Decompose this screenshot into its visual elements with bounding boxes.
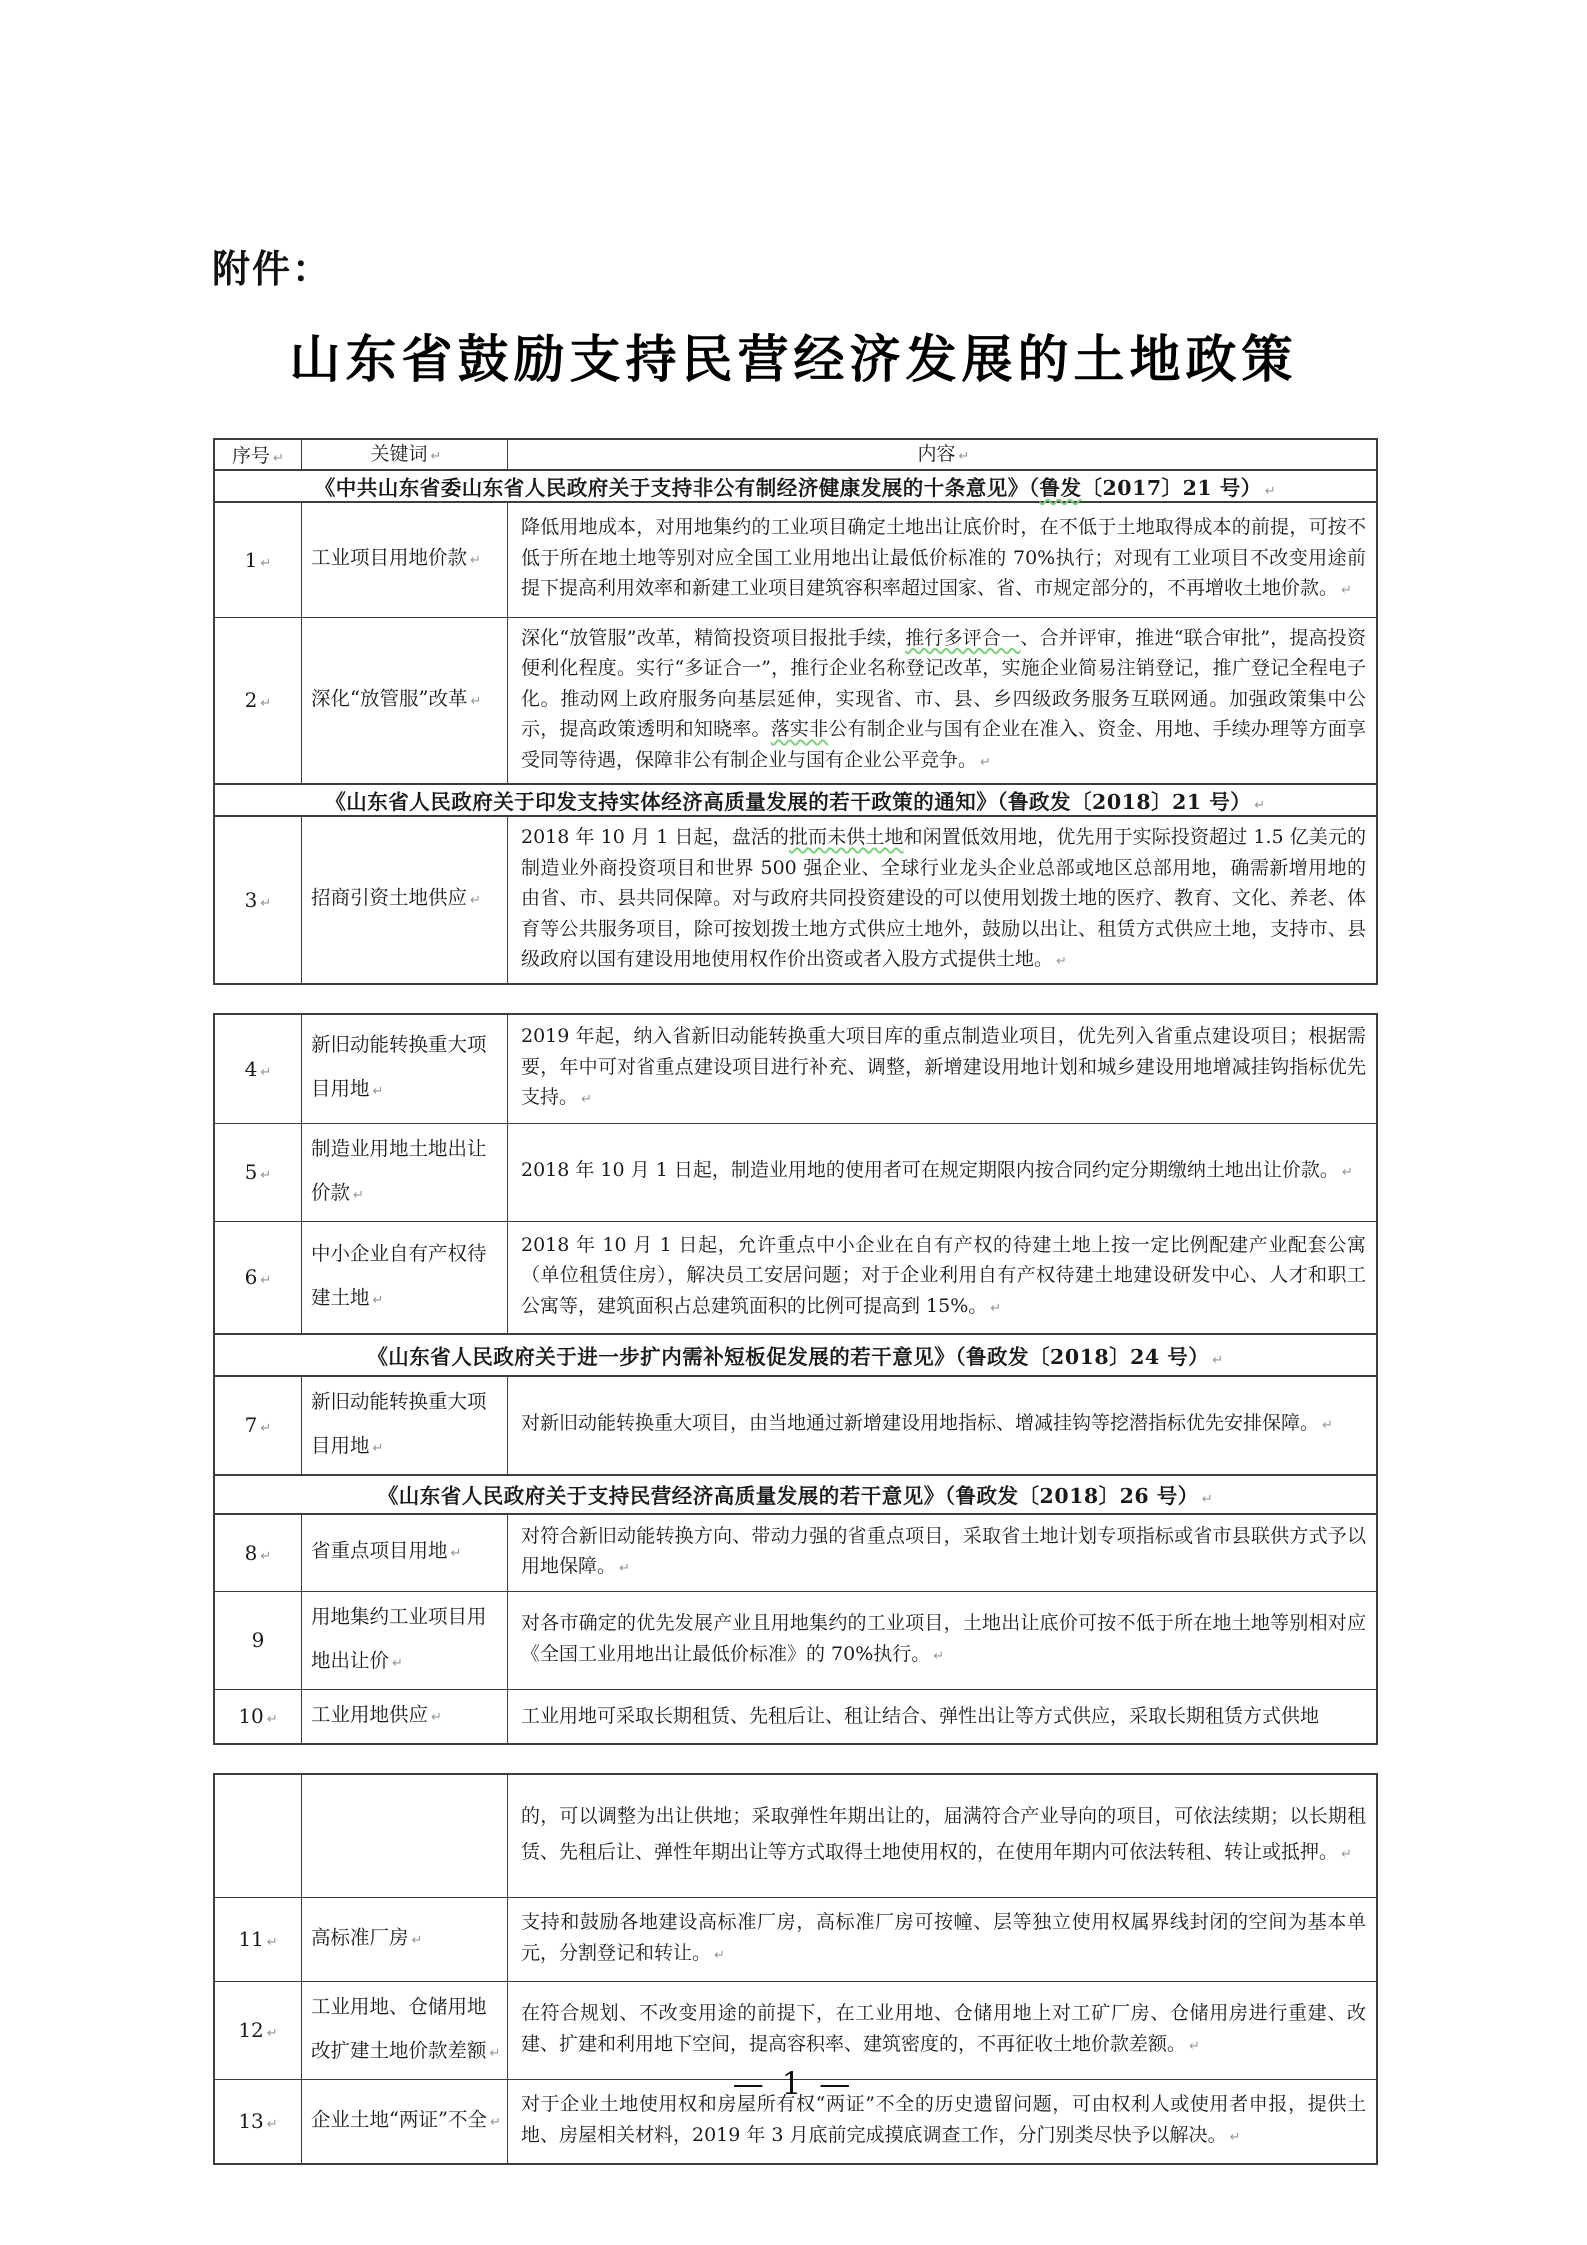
end-of-cell-mark-icon: ↵ [1254, 798, 1266, 814]
row-number-cell [215, 503, 301, 617]
end-of-cell-mark-icon: ↵ [933, 1648, 945, 1664]
grammar-squiggle-text: 鲁发 [1039, 475, 1082, 500]
end-of-cell-mark-icon: ↵ [714, 1947, 725, 1963]
end-of-cell-mark-icon: ↵ [1322, 1418, 1333, 1434]
section-title [215, 1479, 1376, 1509]
text-run: 企业土地“两证”不全 [311, 2107, 487, 2131]
end-of-cell-mark-icon: ↵ [581, 1092, 592, 1108]
content-cell [507, 1515, 1376, 1591]
text-run: 2018 年 10 月 1 日起，制造业用地的使用者可在规定期限内按合同约定分期缴纳土地出让价款。 [521, 1159, 1339, 1182]
table-row [215, 1513, 1376, 1591]
keyword-text [311, 1127, 501, 1218]
table-row [215, 1221, 1376, 1333]
end-of-cell-mark-icon: ↵ [470, 893, 481, 909]
row-number [215, 888, 301, 912]
row-number [215, 1160, 301, 1184]
text-run: 深化“放管服”改革 [311, 686, 468, 710]
table-row [215, 1123, 1376, 1221]
text-run: 新旧动能转换重大项目用地 [311, 1389, 487, 1457]
text-run: 对各市确定的优先发展产业且用地集约的工业项目，土地出让底价可按不低于所在地土地等别相对应《全国工业用地出让最低价标准》的 70%执行。 [521, 1612, 1366, 1665]
content-cell [507, 1592, 1376, 1689]
end-of-cell-mark-icon: ↵ [372, 1292, 384, 1308]
text-run: 和闲置低效用地，优先用于实际投资超过 1.5 亿美元的制造业外商投资项目和世界 500 强企业、全球行业龙头企业总部或地区总部用地，确需新增用地的由省、市、县共同保障。对与政府共同投资建设的可以使用划拨土地的医疗、教育、文化、养老、体育等公共服务项目，除可按划拨土地方式供应土地外，鼓励以出让、租赁方式供应土地，支持市、县级政府以国有建设用地使用权作价出资或者入股方式提供土地。 [521, 826, 1366, 971]
text-run: 的，可以调整为出让供地；采取弹性年期出让的，届满符合产业导向的项目，可依法续期；以长期租赁、先租后让、弹性年期出让等方式取得土地使用权的，在使用年期内可依法转租、转让或抵押。 [521, 1805, 1366, 1864]
policy-table [213, 438, 1378, 2165]
content-cell [507, 817, 1376, 983]
column-header-label [215, 441, 301, 468]
end-of-cell-mark-icon: ↵ [489, 2114, 501, 2130]
row-number [215, 1704, 301, 1728]
keyword-cell [301, 1592, 507, 1689]
section-title-cell [215, 1335, 1376, 1375]
row-number-cell [215, 1015, 301, 1123]
keyword-text [311, 536, 501, 583]
end-of-cell-mark-icon: ↵ [411, 1932, 423, 1948]
content-text [521, 1608, 1366, 1672]
keyword-cell [301, 1982, 507, 2079]
end-of-cell-mark-icon: ↵ [430, 449, 442, 464]
text-run: 工业项目用地价款 [311, 546, 468, 570]
end-of-cell-mark-icon: ↵ [958, 449, 970, 464]
end-of-cell-mark-icon: ↵ [470, 693, 482, 709]
text-run: 公有制企业与国有企业在准入、资金、用地、手续办理等方面享受同等待遇，保障非公有制企业与国有企业公平竞争。 [521, 718, 1366, 771]
end-of-cell-mark-icon: ↵ [990, 1300, 1002, 1316]
table-row [215, 501, 1376, 617]
text-run: 《中共山东省委山东省人民政府关于支持非公有制经济健康发展的十条意见》（ [314, 475, 1040, 500]
content-text [521, 1701, 1366, 1732]
text-run: 11 [238, 1927, 264, 1952]
text-run: 9 [251, 1628, 265, 1653]
text-run: 2018 年 10 月 1 日起，盘活的 [521, 826, 790, 849]
text-run: 工业用地供应 [311, 1702, 429, 1726]
keyword-cell [301, 1124, 507, 1221]
end-of-cell-mark-icon: ↵ [1341, 1847, 1352, 1863]
end-of-cell-mark-icon: ↵ [353, 1187, 364, 1203]
page-title: 山东省鼓励支持民营经济发展的土地政策 [289, 330, 1298, 390]
end-of-cell-mark-icon: ↵ [1264, 483, 1277, 499]
end-of-cell-mark-icon: ↵ [260, 696, 272, 712]
section-title-cell [215, 785, 1376, 815]
end-of-cell-mark-icon: ↵ [1056, 954, 1067, 970]
text-run: 招商引资土地供应 [311, 886, 468, 910]
text-run: 降低用地成本，对用地集约的工业项目确定土地出让底价时，在不低于土地取得成本的前提，可按不低于所在地土地等别对应全国工业用地出让最低价标准的 70%执行；对现有工业项目不改变用途前提下提高利用效率和新建工业项目建筑容积率超过国家、省、市规定部分的，不再增收土地价款。 [521, 516, 1366, 600]
text-run: 3 [244, 887, 258, 912]
table-header-row [215, 440, 1376, 469]
end-of-cell-mark-icon: ↵ [1341, 583, 1352, 599]
end-of-cell-mark-icon: ↵ [260, 1421, 272, 1437]
column-header-keyword [301, 440, 507, 469]
keyword-cell [301, 1898, 507, 1981]
end-of-cell-mark-icon: ↵ [1189, 2038, 1200, 2054]
row-number [215, 2109, 301, 2133]
text-run: 省重点项目用地 [311, 1539, 448, 1563]
text-run: 《山东省人民政府关于进一步扩内需补短板促发展的若干意见》（鲁政发〔2018〕24 号） [367, 1344, 1210, 1369]
keyword-text [311, 677, 501, 724]
row-number-cell [215, 1222, 301, 1333]
content-text [521, 1155, 1366, 1189]
keyword-text [311, 1693, 501, 1740]
content-text [521, 822, 1366, 978]
text-run: 制造业用地土地出让价款 [311, 1136, 487, 1204]
content-text [521, 1521, 1366, 1585]
content-cell [507, 1775, 1376, 1897]
text-run: 工业用地可采取长期租赁、先租后让、租让结合、弹性出让等方式供应，采取长期租赁方式供地 [521, 1704, 1320, 1727]
text-run: 〔2017〕21 号） [1081, 475, 1262, 500]
end-of-cell-mark-icon: ↵ [266, 2117, 278, 2133]
end-of-cell-mark-icon: ↵ [372, 1440, 384, 1456]
end-of-cell-mark-icon: ↵ [260, 1168, 272, 1184]
text-run: 对符合新旧动能转换方向、带动力强的省重点项目，采取省土地计划专项指标或省市县联供方式予以用地保障。 [521, 1524, 1366, 1578]
end-of-cell-mark-icon: ↵ [266, 1712, 278, 1728]
keyword-cell [301, 503, 507, 617]
end-of-cell-mark-icon: ↵ [431, 1709, 442, 1725]
text-run: 1 [244, 547, 258, 572]
policy-table-block [213, 1773, 1378, 2165]
text-run: 13 [238, 2109, 264, 2134]
text-run: 关键词 [370, 443, 428, 465]
text-run: 对新旧动能转换重大项目，由当地通过新增建设用地指标、增减挂钩等挖潜指标优先安排保障。 [521, 1412, 1320, 1435]
text-run: 高标准厂房 [311, 1925, 409, 1949]
content-cell [507, 1982, 1376, 2079]
text-run: 2019 年起，纳入省新旧动能转换重大项目库的重点制造业项目，优先列入省重点建设项目；根据需要，年中可对省重点建设项目进行补充、调整，新增建设用地计划和城乡建设用地增减挂钩指标优先支持。 [521, 1025, 1366, 1109]
keyword-text [311, 1023, 501, 1114]
row-number [215, 1541, 301, 1565]
end-of-cell-mark-icon: ↵ [266, 2026, 278, 2042]
row-number-cell [215, 1898, 301, 1981]
text-run: 在符合规划、不改变用途的前提下，在工业用地、仓储用地上对工矿厂房、仓储用房进行重建、改建、扩建和利用地下空间，提高容积率、建筑密度的，不再征收土地价款差额。 [521, 2002, 1366, 2055]
table-row [215, 1375, 1376, 1474]
grammar-squiggle-text: 推行多评合一 [905, 626, 1021, 649]
policy-table-block [213, 438, 1378, 985]
text-run: 4 [244, 1056, 258, 1081]
table-row [215, 1015, 1376, 1123]
section-title [215, 1340, 1376, 1370]
row-number [215, 1927, 301, 1951]
column-header-content [507, 440, 1376, 469]
row-number-cell [215, 817, 301, 983]
row-number-cell [215, 1690, 301, 1743]
column-header-label [311, 442, 501, 467]
text-run: 12 [238, 2018, 264, 2043]
text-run: 8 [244, 1540, 258, 1565]
keyword-cell [301, 1515, 507, 1591]
content-text [521, 512, 1366, 607]
end-of-cell-mark-icon: ↵ [450, 1546, 462, 1562]
end-of-cell-mark-icon: ↵ [1212, 1352, 1224, 1368]
text-run: 对于企业土地使用权和房屋所有权“两证”不全的历史遗留问题，可由权利人或使用者申报，提供土地、房屋相关材料，2019 年 3 月底前完成摸底调查工作，分门别类尽快予以解决。 [521, 2093, 1366, 2146]
keyword-text [311, 1595, 501, 1686]
text-run: 、合并评审，推进“联合审批”，提高投资便利化程度。实行“多证合一”，推行企业名称登记改革，实施企业简易注销登记，推广登记全程电子化。推动网上政府服务向基层延伸，实现省、市、县、乡四级政务服务互联网通。加强政策集中公示，提高政策透明和知晓率。 [521, 626, 1366, 741]
table-row [215, 1591, 1376, 1689]
text-run: 工业用地、仓储用地改扩建土地价款差额 [311, 1994, 487, 2062]
end-of-cell-mark-icon: ↵ [266, 1935, 278, 1951]
keyword-text [311, 2098, 501, 2145]
table-row [215, 815, 1376, 983]
keyword-text [311, 1232, 501, 1323]
content-text [521, 1408, 1366, 1442]
text-run: 新旧动能转换重大项目用地 [311, 1033, 487, 1101]
text-run: 支持和鼓励各地建设高标准厂房，高标准厂房可按幢、层等独立使用权属界线封闭的空间为基本单元，分割登记和转让。 [521, 1911, 1366, 1964]
section-header-row [215, 1333, 1376, 1375]
row-number-cell [215, 1592, 301, 1689]
text-run: 序号 [232, 444, 271, 467]
text-run: 《山东省人民政府关于印发支持实体经济高质量发展的若干政策的通知》（鲁政发〔2018〕21 号） [325, 790, 1252, 815]
table-row [215, 1897, 1376, 1981]
content-text [521, 1021, 1366, 1116]
content-text [521, 1907, 1366, 1971]
keyword-cell [301, 1377, 507, 1474]
section-title [215, 471, 1376, 501]
end-of-cell-mark-icon: ↵ [273, 450, 284, 466]
keyword-text [311, 876, 501, 923]
keyword-cell [301, 618, 507, 784]
content-cell [507, 1124, 1376, 1221]
page-number: — 1 — [732, 2066, 855, 2102]
end-of-cell-mark-icon: ↵ [1341, 1165, 1353, 1181]
content-cell [507, 1690, 1376, 1743]
attachment-label: 附件： [212, 247, 333, 291]
table-row [215, 1981, 1376, 2079]
row-number-cell [215, 1124, 301, 1221]
content-cell [507, 1222, 1376, 1333]
end-of-cell-mark-icon: ↵ [260, 555, 272, 571]
end-of-cell-mark-icon: ↵ [980, 754, 991, 770]
section-header-row [215, 783, 1376, 815]
end-of-cell-mark-icon: ↵ [1229, 2129, 1241, 2145]
table-row [215, 1689, 1376, 1743]
keyword-text [311, 1916, 501, 1963]
row-number-cell [215, 1982, 301, 2079]
end-of-cell-mark-icon: ↵ [489, 2045, 501, 2061]
keyword-cell [301, 1775, 507, 1897]
text-run: 10 [238, 1704, 264, 1729]
row-number [215, 548, 301, 572]
row-number-cell [215, 618, 301, 784]
content-cell [507, 1015, 1376, 1123]
keyword-text [311, 1985, 501, 2076]
end-of-cell-mark-icon: ↵ [260, 895, 272, 911]
keyword-cell [301, 1015, 507, 1123]
keyword-cell [301, 817, 507, 983]
row-number-cell [215, 1775, 301, 1897]
text-run: 内容 [917, 443, 956, 465]
end-of-cell-mark-icon: ↵ [619, 1561, 630, 1577]
text-run: 中小企业自有产权待建土地 [311, 1241, 487, 1309]
row-number [215, 1057, 301, 1081]
policy-table-block [213, 1013, 1378, 1745]
keyword-cell [301, 1222, 507, 1333]
content-text [521, 1230, 1366, 1325]
content-cell [507, 503, 1376, 617]
row-number [215, 2018, 301, 2042]
text-run: 6 [244, 1265, 258, 1290]
table-row [215, 617, 1376, 784]
text-run: 《山东省人民政府关于支持民营经济高质量发展的若干意见》（鲁政发〔2018〕26 号） [377, 1484, 1199, 1509]
section-title-cell [215, 471, 1376, 501]
section-header-row [215, 1474, 1376, 1513]
keyword-cell [301, 1690, 507, 1743]
end-of-cell-mark-icon: ↵ [260, 1064, 272, 1080]
content-text [521, 623, 1366, 779]
column-header-label [521, 442, 1366, 467]
row-number-cell [215, 1377, 301, 1474]
grammar-squiggle-text: 落实非 [770, 718, 829, 741]
text-run: 2018 年 10 月 1 日起，允许重点中小企业在自有产权的待建土地上按一定比例配建产业配套公寓（单位租赁住房），解决员工安居问题；对于企业利用自有产权待建土地建设研发中心、人才和职工公寓等，建筑面积占总建筑面积的比例可提高到 15%。 [521, 1233, 1366, 1317]
keyword-text [311, 1529, 501, 1576]
content-cell [507, 1377, 1376, 1474]
table-row [215, 1775, 1376, 1897]
grammar-squiggle-text: 批而未供土地 [789, 826, 904, 849]
row-number [215, 1628, 301, 1652]
content-cell [507, 618, 1376, 784]
end-of-cell-mark-icon: ↵ [392, 1655, 403, 1671]
end-of-cell-mark-icon: ↵ [260, 1273, 272, 1289]
content-text [521, 1798, 1366, 1873]
section-title-cell [215, 1476, 1376, 1513]
content-cell [507, 1898, 1376, 1981]
keyword-text [311, 1380, 501, 1471]
section-header-row [215, 469, 1376, 501]
row-number [215, 688, 301, 712]
text-run: 7 [244, 1413, 258, 1438]
row-number [215, 1413, 301, 1437]
end-of-cell-mark-icon: ↵ [372, 1084, 384, 1100]
row-number [215, 1265, 301, 1289]
text-run: 深化“放管服”改革，精简投资项目报批手续， [521, 626, 906, 649]
text-run: 用地集约工业项目用地出让价 [311, 1604, 487, 1672]
text-run: 5 [244, 1160, 258, 1185]
row-number-cell [215, 1515, 301, 1591]
end-of-cell-mark-icon: ↵ [1201, 1492, 1214, 1508]
section-title [215, 785, 1376, 815]
end-of-cell-mark-icon: ↵ [260, 1548, 272, 1564]
end-of-cell-mark-icon: ↵ [470, 553, 481, 569]
content-text [521, 1998, 1366, 2062]
text-run: 2 [244, 688, 258, 713]
column-header-no [215, 440, 301, 469]
